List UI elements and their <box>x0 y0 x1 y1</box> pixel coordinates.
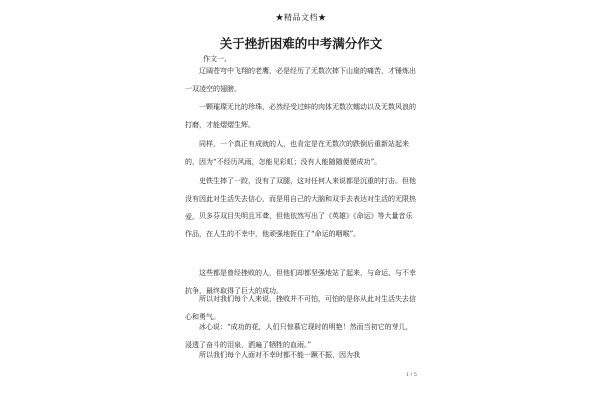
paragraph-setbacks: 这些都是曾经挫败的人，但他们却都坚强地站了起来，与命运、与不幸抗争，最终取得了巨大的成功。 <box>185 269 416 295</box>
paragraph-shi-tiesheng: 史铁生摔了一跤，没有了双腿，这对任何人来说都是沉重的打击。但他没有因此对生活失去信心，而是用自己的大脑和双手去表达对生活的无限热爱。 <box>185 177 416 221</box>
paragraph-bingxin: 冰心说：“成功的花，人们只惊慕它现时的明艳！然而当初它的芽儿，浸透了奋斗的泪泉，洒遍了牺牲的血雨。” <box>185 323 413 349</box>
page-number: 1 / 5 <box>405 372 417 378</box>
paragraph-misfortune: 所以我们每个人面对不幸时都不能一蹶不振，因为我 <box>199 351 360 359</box>
paragraph-courage: 所以对我们每个人来说，挫败并不可怕，可怕的是你从此对生活失去信心和勇气。 <box>185 295 416 321</box>
paragraph-eagle: 辽阔苍穹中飞翔的老鹰，必是经历了无数次摔下山崖的痛苦，才锤炼出一双凌空的翅膀。 <box>185 67 416 93</box>
essay-subheading: 作文一、 <box>203 55 231 63</box>
document-title: 关于挫折困难的中考满分作文 <box>219 36 383 51</box>
document-page <box>185 0 417 400</box>
document-header: ★精品文档★ <box>275 13 327 22</box>
paragraph-success: 同样，一个真正有成就的人，也肯定是在无数次的跌倒后重新站起来的，因为“不经历风雨，怎能见彩虹；没有人能随随便便成功”。 <box>185 140 409 166</box>
paragraph-pearl: 一颗璀璨无比的珍珠，必然经受过蚌的肉体无数次蠕动以及无数风浪的打磨，才能熠熠生辉。 <box>185 103 416 129</box>
paragraph-beethoven: 贝多芬双目失明且耳聋，但他依然写出了《英雄》《命运》等大量音乐作品，在人生的不幸中，他顽强地扼住了“命运的咽喉”。 <box>185 212 413 238</box>
